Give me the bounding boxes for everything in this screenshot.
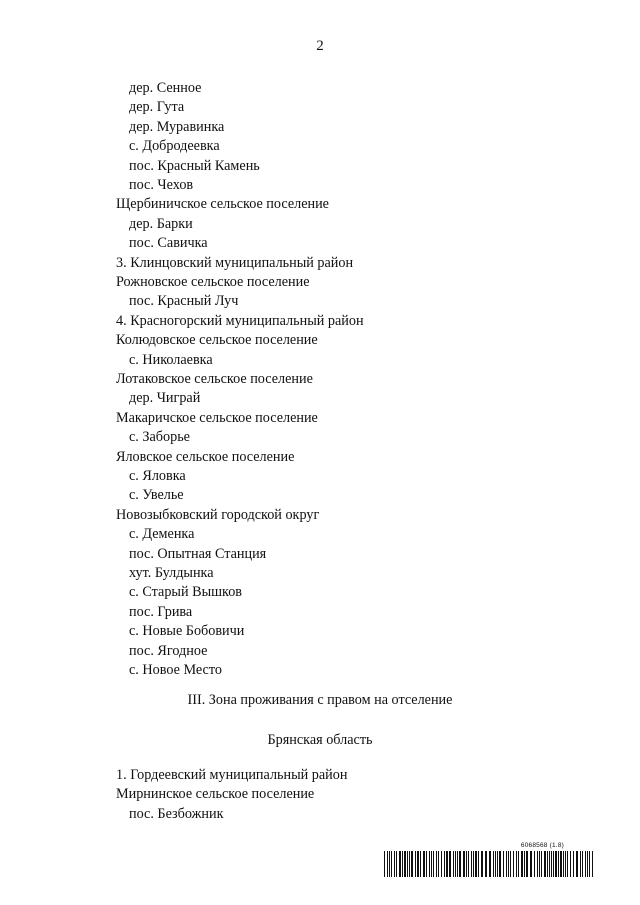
settlement-line: пос. Опытная Станция — [129, 545, 267, 562]
barcode-bar — [580, 851, 581, 877]
barcode-bar — [384, 851, 385, 877]
barcode-bar — [547, 851, 548, 877]
barcode-bar — [539, 851, 540, 877]
barcode-bar — [516, 851, 517, 877]
barcode-bar — [592, 851, 593, 877]
district-line: Колюдовское сельское поселение — [116, 332, 318, 349]
barcode-bar — [473, 851, 474, 877]
settlement-line: с. Яловка — [129, 468, 186, 484]
barcode-bar — [563, 851, 564, 877]
barcode-bar — [558, 851, 559, 877]
barcode-bar — [404, 851, 406, 877]
barcode-bar — [433, 851, 434, 877]
barcode-bar — [499, 851, 501, 877]
barcode-bar — [589, 851, 590, 877]
settlement-line: пос. Чехов — [129, 177, 194, 193]
barcode-bar — [441, 851, 442, 877]
barcode-bar — [555, 851, 557, 877]
barcode-bar — [549, 851, 550, 877]
barcode-bar — [489, 851, 491, 877]
barcode-bar — [449, 851, 451, 877]
settlement-line: пос. Грива — [129, 603, 193, 620]
barcode-bar — [485, 851, 487, 877]
district-line: Новозыбковский городской округ — [116, 506, 320, 523]
barcode-bar — [446, 851, 448, 877]
barcode-bar — [444, 851, 445, 877]
barcode-bar — [411, 851, 413, 877]
district-line: 1. Гордеевский муниципальный район — [116, 767, 348, 783]
district-line: Щербиничское сельское поселение — [116, 196, 329, 213]
settlement-line: с. Добродеевка — [129, 138, 220, 155]
barcode-bar — [506, 851, 507, 877]
barcode-bar — [541, 851, 542, 877]
settlement-line: с. Николаевка — [129, 351, 213, 368]
barcode-bar — [530, 851, 532, 877]
barcode-bar — [478, 851, 479, 877]
barcode-bar — [396, 851, 397, 877]
settlement-line: с. Увелье — [129, 487, 184, 504]
district-line: 4. Красногорский муниципальный район — [116, 312, 364, 329]
barcode-bar — [513, 851, 514, 877]
barcode-bar — [518, 851, 519, 877]
settlement-line: пос. Безбожник — [129, 805, 224, 822]
barcode-bar — [457, 851, 458, 877]
barcode-bar — [391, 851, 392, 877]
barcode-bar — [417, 851, 419, 877]
document-barcode — [384, 842, 596, 877]
settlement-line: с. Новое Место — [129, 662, 222, 678]
district-line: Рожновское сельское поселение — [116, 274, 310, 290]
barcode-bar — [534, 851, 535, 877]
barcode-bar — [463, 851, 465, 877]
barcode-bar — [508, 851, 509, 877]
barcode-bar — [438, 851, 439, 877]
barcode-bar — [409, 851, 410, 877]
settlement-line: пос. Красный Камень — [129, 157, 260, 174]
settlement-line: дер. Муравинка — [129, 118, 225, 135]
barcode-bar — [582, 851, 583, 877]
barcode-bar — [495, 851, 496, 877]
barcode-bar — [399, 851, 401, 877]
barcode-bar — [553, 851, 554, 877]
barcode-bar — [468, 851, 469, 877]
barcode-bar — [510, 851, 511, 877]
barcode-bar — [407, 851, 408, 877]
barcode-bar — [585, 851, 586, 877]
barcode-bar — [389, 851, 390, 877]
barcode-bar — [565, 851, 566, 877]
barcode-bar — [471, 851, 472, 877]
barcode-bar — [436, 851, 437, 877]
barcode-bar — [570, 851, 571, 877]
barcode-bar — [576, 851, 578, 877]
district-line: Мирнинское сельское поселение — [116, 786, 315, 803]
barcode-bar — [429, 851, 430, 877]
barcode-icon — [384, 851, 596, 877]
settlement-line: пос. Красный Луч — [129, 293, 239, 310]
barcode-bar — [475, 851, 477, 877]
region-heading: Брянская область — [267, 732, 373, 748]
district-line: Лотаковское сельское поселение — [116, 371, 313, 387]
settlement-line: дер. Сенное — [129, 80, 202, 96]
barcode-bar — [426, 851, 427, 877]
settlement-line: пос. Савичка — [129, 235, 208, 252]
barcode-bar — [587, 851, 588, 877]
settlement-line: пос. Ягодное — [129, 642, 208, 659]
section-heading: III. Зона проживания с правом на отселение — [187, 692, 453, 708]
barcode-bar — [431, 851, 432, 877]
settlement-line: хут. Булдынка — [129, 565, 214, 581]
barcode-bar — [415, 851, 416, 877]
barcode-bar — [524, 851, 525, 877]
settlement-line: дер. Барки — [129, 215, 193, 232]
barcode-bar — [537, 851, 538, 877]
barcode-bar — [551, 851, 552, 877]
barcode-bar — [526, 851, 528, 877]
barcode-bar — [453, 851, 454, 877]
barcode-bar — [402, 851, 403, 877]
settlement-line: дер. Чиграй — [129, 390, 201, 407]
settlement-line: с. Заборье — [129, 429, 190, 446]
barcode-bar — [493, 851, 494, 877]
barcode-bar — [560, 851, 562, 877]
barcode-bar — [521, 851, 523, 877]
district-line: Яловское сельское поселение — [116, 448, 295, 465]
barcode-bar — [481, 851, 483, 877]
barcode-bar — [423, 851, 425, 877]
district-line: 3. Клинцовский муниципальный район — [116, 254, 354, 271]
barcode-bar — [497, 851, 498, 877]
barcode-bar — [573, 851, 574, 877]
district-line: Макаричское сельское поселение — [116, 409, 318, 426]
barcode-bar — [455, 851, 456, 877]
barcode-bar — [420, 851, 421, 877]
barcode-bar — [567, 851, 568, 877]
barcode-bar — [466, 851, 467, 877]
barcode-bar — [387, 851, 388, 877]
settlement-line: дер. Гута — [129, 99, 185, 116]
settlement-line: с. Деменка — [129, 526, 195, 543]
page-number: 2 — [316, 38, 324, 54]
barcode-bar — [544, 851, 546, 877]
barcode-bar — [503, 851, 504, 877]
settlement-line: с. Новые Бобовичи — [129, 623, 245, 640]
barcode-caption: 6068568 (1.8) — [520, 842, 564, 849]
settlement-line: с. Старый Вышков — [129, 584, 242, 601]
barcode-bar — [459, 851, 461, 877]
barcode-bar — [394, 851, 395, 877]
